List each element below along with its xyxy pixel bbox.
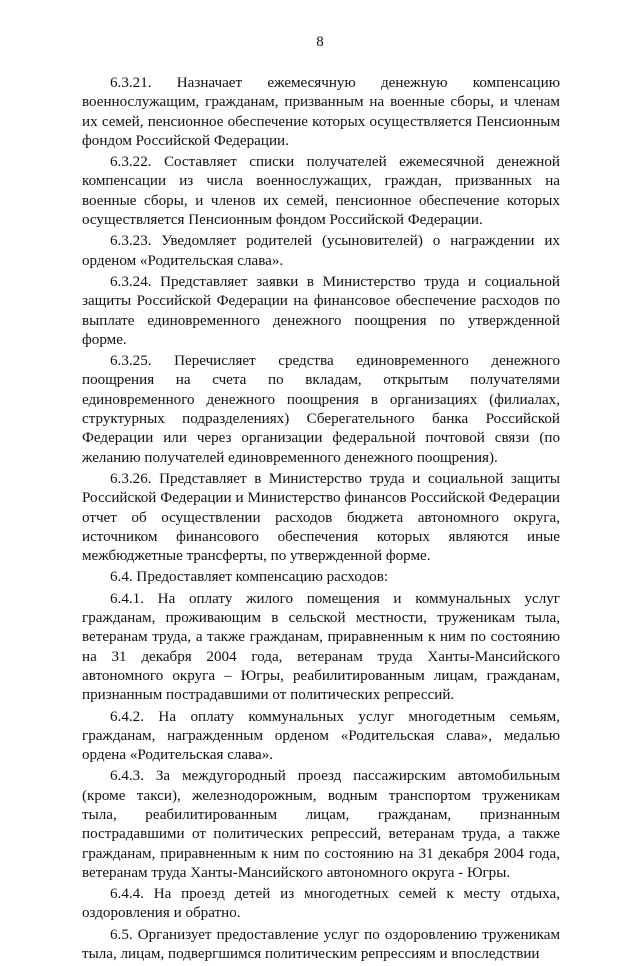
- paragraph-6-4-3: 6.4.3. За междугородный проезд пассажирским автомобильным (кроме такси), железнодорожным, водным транспортом труженикам тыла, реабилитированным лицам, гражданам, признанным пострадавшими от политических репрессий, ветеранам труда, а также гражданам, приравненным к ним по состоянию на 31 декабря 2004 года, ветеранам труда Ханты-Мансийского автономного округа - Югры.: [82, 768, 560, 881]
- paragraph-6-3-23: 6.3.23. Уведомляет родителей (усыновителей) о награждении их орденом «Родительская слава».: [82, 233, 560, 269]
- paragraph-6-4-1: 6.4.1. На оплату жилого помещения и коммунальных услуг гражданам, проживающим в сельской местности, труженикам тыла, ветеранам труда, а также гражданам, приравненным к ним по состоянию на 31 декабря 2004 года, ветеранам труда Ханты-Мансийского автономного округа – Югры, реабилитированным лицам, гражданам, признанным пострадавшими от политических репрессий.: [82, 590, 560, 704]
- paragraph-6-3-25: 6.3.25. Перечисляет средства единовременного денежного поощрения на счета по вкладам, открытым получателями единовременного денежного поощрения в организациях (филиалах, структурных подразделениях) Сберегательного банка Российской Федерации или через организации федеральной почтовой связи (по желанию получателей единовременного денежного поощрения).: [82, 353, 560, 466]
- document-body: [82, 74, 560, 966]
- paragraph-6-4: 6.4. Предоставляет компенсацию расходов:: [110, 569, 389, 586]
- paragraph-6-3-26: 6.3.26. Представляет в Министерство труда и социальной защиты Российской Федерации и Министерство финансов Российской Федерации отчет об осуществлении расходов бюджета автономного округа, источником финансового обеспечения которых являются иные межбюджетные трансферты, по утвержденной форме.: [82, 470, 560, 565]
- paragraph-6-4-2: 6.4.2. На оплату коммунальных услуг многодетным семьям, гражданам, награжденным орденом «Родительская слава», медалью ордена «Родительская слава».: [82, 708, 560, 764]
- paragraph-6-5: 6.5. Организует предоставление услуг по оздоровлению труженикам тыла, лицам, подвергшимся политическим репрессиям и впоследствии: [82, 926, 560, 963]
- paragraph-6-4-4: 6.4.4. На проезд детей из многодетных семей к месту отдыха, оздоровления и обратно.: [82, 886, 560, 922]
- paragraph-6-3-22: 6.3.22. Составляет списки получателей ежемесячной денежной компенсации из числа военнослужащих, граждан, призванных на военные сборы, и членов их семей, пенсионное обеспечение которых осуществляется Пенсионным фондом Российской Федерации.: [82, 154, 560, 229]
- page-number: 8: [316, 34, 324, 50]
- paragraph-6-3-24: 6.3.24. Представляет заявки в Министерство труда и социальной защиты Российской Федерации на финансовое обеспечение расходов по выплате единовременного денежного поощрения по утвержденной форме.: [82, 273, 560, 348]
- paragraph-6-3-21: 6.3.21. Назначает ежемесячную денежную компенсацию военнослужащим, гражданам, призванным на военные сборы, и членам их семей, пенсионное обеспечение которых осуществляется Пенсионным фондом Российской Федерации.: [82, 75, 560, 149]
